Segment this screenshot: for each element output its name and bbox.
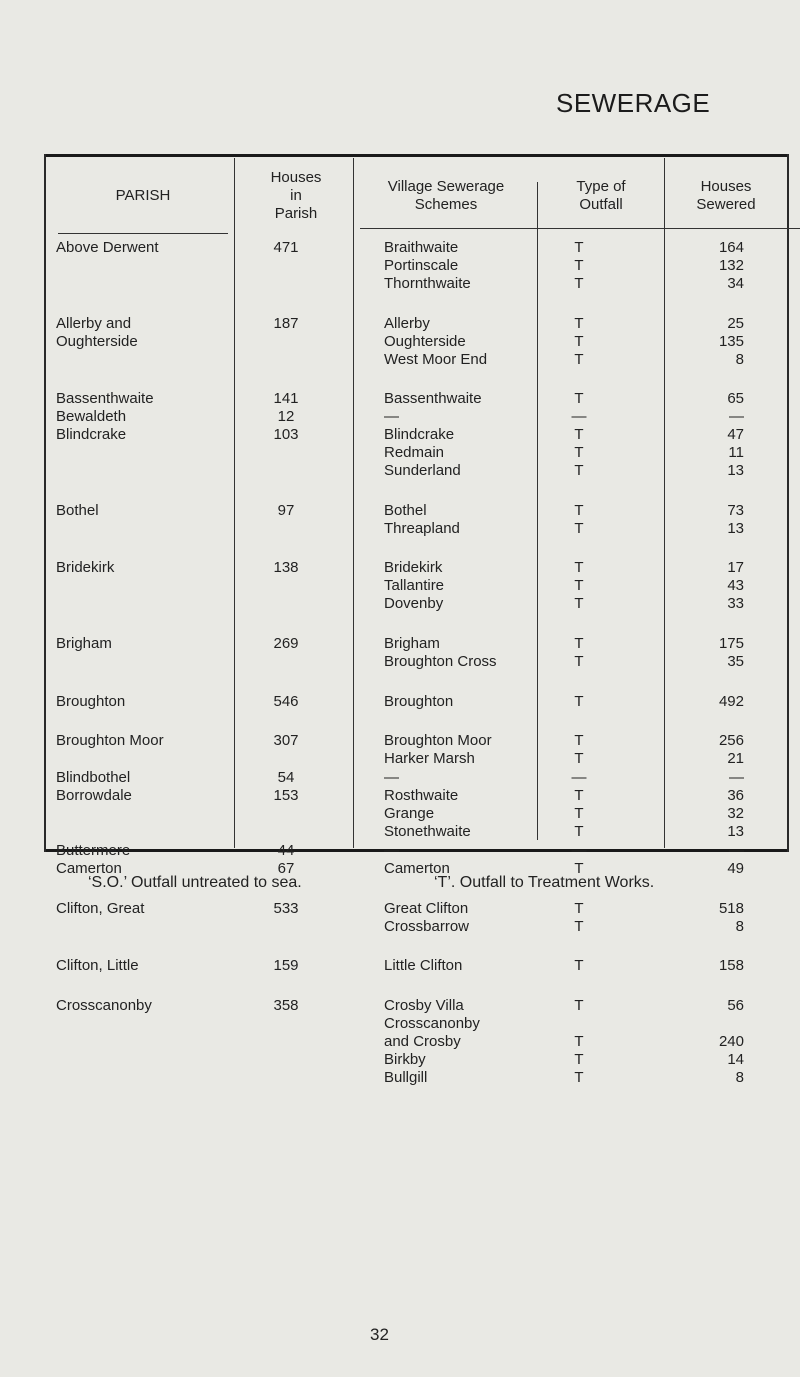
houses-sewered-value: 14 (727, 1051, 744, 1068)
parish-name: Bewaldeth (56, 408, 127, 425)
parish-name: Buttermere (56, 842, 131, 859)
parish-name: Bassenthwaite (56, 390, 154, 407)
scheme-name: Braithwaite (384, 239, 459, 256)
houses-sewered-value: 518 (718, 900, 744, 917)
outfall-type: T (574, 239, 584, 256)
houses-sewered-value: 135 (718, 333, 744, 350)
houses-in-parish-value: 67 (277, 860, 295, 877)
outfall-type: T (574, 577, 584, 594)
scheme-name: — (384, 408, 399, 425)
scheme-name: and Crosby (384, 1033, 461, 1050)
houses-in-parish-value: 358 (273, 997, 299, 1014)
scheme-name: Harker Marsh (384, 750, 475, 767)
houses-sewered-value: 13 (727, 520, 744, 537)
scheme-name: Stonethwaite (384, 823, 471, 840)
houses-in-parish-value: 159 (273, 957, 299, 974)
houses-in-parish-value: 138 (273, 559, 299, 576)
page-title: SEWERAGE (556, 88, 711, 118)
outfall-type: T (574, 1033, 584, 1050)
houses-sewered-value: 34 (727, 275, 744, 292)
houses-sewered-value: 8 (735, 351, 744, 368)
houses-sewered-value: 256 (718, 732, 744, 749)
houses-in-parish-value: 12 (277, 408, 295, 425)
houses-sewered-value: 8 (735, 1069, 744, 1086)
outfall-type: T (574, 635, 584, 652)
column-divider (537, 182, 538, 840)
parish-name: Blindbothel (56, 769, 131, 786)
scheme-name: Broughton Moor (384, 732, 492, 749)
houses-in-parish-value: 307 (273, 732, 299, 749)
scheme-name: Dovenby (384, 595, 444, 612)
houses-in-parish-value: 44 (277, 842, 295, 859)
houses-in-parish-value: 103 (273, 426, 299, 443)
parish-name: Allerby and (56, 315, 132, 332)
scheme-name: Oughterside (384, 333, 466, 350)
parish-name: Borrowdale (56, 787, 132, 804)
outfall-type: T (574, 957, 584, 974)
outfall-type: T (574, 351, 584, 368)
outfall-type: T (574, 462, 584, 479)
houses-sewered-value: 33 (727, 595, 744, 612)
header-parish: PARISH (115, 187, 171, 204)
outfall-type: T (574, 333, 584, 350)
scheme-name: — (384, 842, 399, 859)
parish-name: Above Derwent (56, 239, 159, 256)
outfall-type: T (574, 390, 584, 407)
houses-in-parish-value: 269 (273, 635, 299, 652)
outfall-type: — (571, 769, 587, 786)
scheme-name: Little Clifton (384, 957, 463, 974)
outfall-type: T (574, 823, 584, 840)
footnote-t: ‘T’. Outfall to Treatment Works. (434, 874, 655, 891)
scheme-name: Crossbarrow (384, 918, 470, 935)
parish-name: Brigham (56, 635, 112, 652)
table-top-rule (44, 154, 789, 157)
houses-sewered-value: 32 (727, 805, 744, 822)
outfall-type: T (574, 520, 584, 537)
outfall-type: T (574, 653, 584, 670)
houses-sewered-value: 132 (718, 257, 744, 274)
outfall-type: T (574, 732, 584, 749)
houses-sewered-value: 36 (727, 787, 744, 804)
outfall-type: T (574, 275, 584, 292)
houses-in-parish-value: 187 (273, 315, 299, 332)
outfall-type: — (571, 408, 587, 425)
outfall-type: T (574, 805, 584, 822)
scheme-name: Portinscale (384, 257, 459, 274)
scheme-name: Broughton Cross (384, 653, 497, 670)
table-left-border (44, 154, 46, 852)
scheme-name: Thornthwaite (384, 275, 471, 292)
scheme-name: Bridekirk (384, 559, 443, 576)
scheme-name: Tallantire (384, 577, 445, 594)
houses-sewered-value: 73 (727, 502, 744, 519)
scheme-name: Grange (384, 805, 435, 822)
scheme-name: Crosscanonby (384, 1015, 480, 1032)
houses-sewered-value: 49 (727, 860, 744, 877)
houses-in-parish-value: 141 (273, 390, 299, 407)
parish-name: Broughton Moor (56, 732, 164, 749)
houses-sewered-value: — (729, 769, 744, 786)
outfall-type: T (574, 693, 584, 710)
scheme-name: Broughton (384, 693, 454, 710)
header-houses-sewered: Houses Sewered (696, 178, 756, 213)
parish-name: Camerton (56, 860, 122, 877)
houses-sewered-value: — (729, 842, 744, 859)
scheme-name: Birkby (384, 1051, 426, 1068)
scheme-name: Bothel (384, 502, 427, 519)
outfall-type: T (574, 444, 584, 461)
outfall-type: T (574, 918, 584, 935)
outfall-type: — (571, 842, 587, 859)
scheme-name: Allerby (384, 315, 430, 332)
column-divider (234, 158, 235, 848)
outfall-type: T (574, 997, 584, 1014)
parish-name: Bothel (56, 502, 99, 519)
parish-name: Clifton, Little (56, 957, 139, 974)
header-houses-in-parish: Houses in Parish (270, 169, 322, 222)
houses-sewered-value: 175 (718, 635, 744, 652)
scheme-name: Blindcrake (384, 426, 455, 443)
houses-sewered-value: 35 (727, 653, 744, 670)
parish-name: Oughterside (56, 333, 138, 350)
header-underline (360, 228, 800, 229)
scheme-name: Crosby Villa (384, 997, 464, 1014)
table-right-border (787, 154, 789, 852)
parish-name: Broughton (56, 693, 126, 710)
header-village-schemes: Village Sewerage Schemes (387, 178, 505, 213)
houses-sewered-value: 17 (727, 559, 744, 576)
scheme-name: Sunderland (384, 462, 461, 479)
header-type-of-outfall: Type of Outfall (576, 178, 626, 213)
outfall-type: T (574, 426, 584, 443)
scheme-name: Rosthwaite (384, 787, 459, 804)
outfall-type: T (574, 315, 584, 332)
footnote-so: ‘S.O.’ Outfall untreated to sea. (88, 874, 302, 891)
houses-in-parish-value: 153 (273, 787, 299, 804)
houses-sewered-value: 21 (727, 750, 744, 767)
parish-name: Blindcrake (56, 426, 127, 443)
houses-sewered-value: 25 (727, 315, 744, 332)
parish-name: Clifton, Great (56, 900, 145, 917)
scheme-name: Bassenthwaite (384, 390, 482, 407)
houses-sewered-value: 13 (727, 462, 744, 479)
houses-sewered-value: 47 (727, 426, 744, 443)
scheme-name: Brigham (384, 635, 440, 652)
houses-sewered-value: 11 (728, 444, 744, 461)
outfall-type: T (574, 787, 584, 804)
houses-in-parish-value: 97 (277, 502, 295, 519)
outfall-type: T (574, 860, 584, 877)
houses-sewered-value: 164 (718, 239, 744, 256)
outfall-type: T (574, 559, 584, 576)
houses-sewered-value: 43 (727, 577, 744, 594)
parish-name: Bridekirk (56, 559, 115, 576)
houses-sewered-value: 56 (727, 997, 744, 1014)
parish-name: Crosscanonby (56, 997, 152, 1014)
scheme-name: Bullgill (384, 1069, 428, 1086)
scheme-name: West Moor End (384, 351, 488, 368)
outfall-type: T (574, 595, 584, 612)
houses-sewered-value: 492 (718, 693, 744, 710)
houses-sewered-value: 13 (727, 823, 744, 840)
houses-sewered-value: 65 (727, 390, 744, 407)
scheme-name: Great Clifton (384, 900, 469, 917)
outfall-type: T (574, 257, 584, 274)
header-underline (58, 233, 228, 234)
outfall-type: T (574, 502, 584, 519)
houses-sewered-value: 158 (718, 957, 744, 974)
houses-sewered-value: — (729, 408, 744, 425)
houses-in-parish-value: 546 (273, 693, 299, 710)
scheme-name: — (384, 769, 399, 786)
scheme-name: Camerton (384, 860, 450, 877)
scheme-name: Redmain (384, 444, 445, 461)
houses-in-parish-value: 54 (277, 769, 295, 786)
column-divider (353, 158, 354, 848)
houses-sewered-value: 240 (718, 1033, 744, 1050)
outfall-type: T (574, 1069, 584, 1086)
houses-sewered-value: 8 (735, 918, 744, 935)
scheme-name: Threapland (384, 520, 460, 537)
page-number: 32 (370, 1325, 389, 1344)
outfall-type: T (574, 900, 584, 917)
outfall-type: T (574, 1051, 584, 1068)
houses-in-parish-value: 533 (273, 900, 299, 917)
houses-in-parish-value: 471 (273, 239, 299, 256)
outfall-type: T (574, 750, 584, 767)
